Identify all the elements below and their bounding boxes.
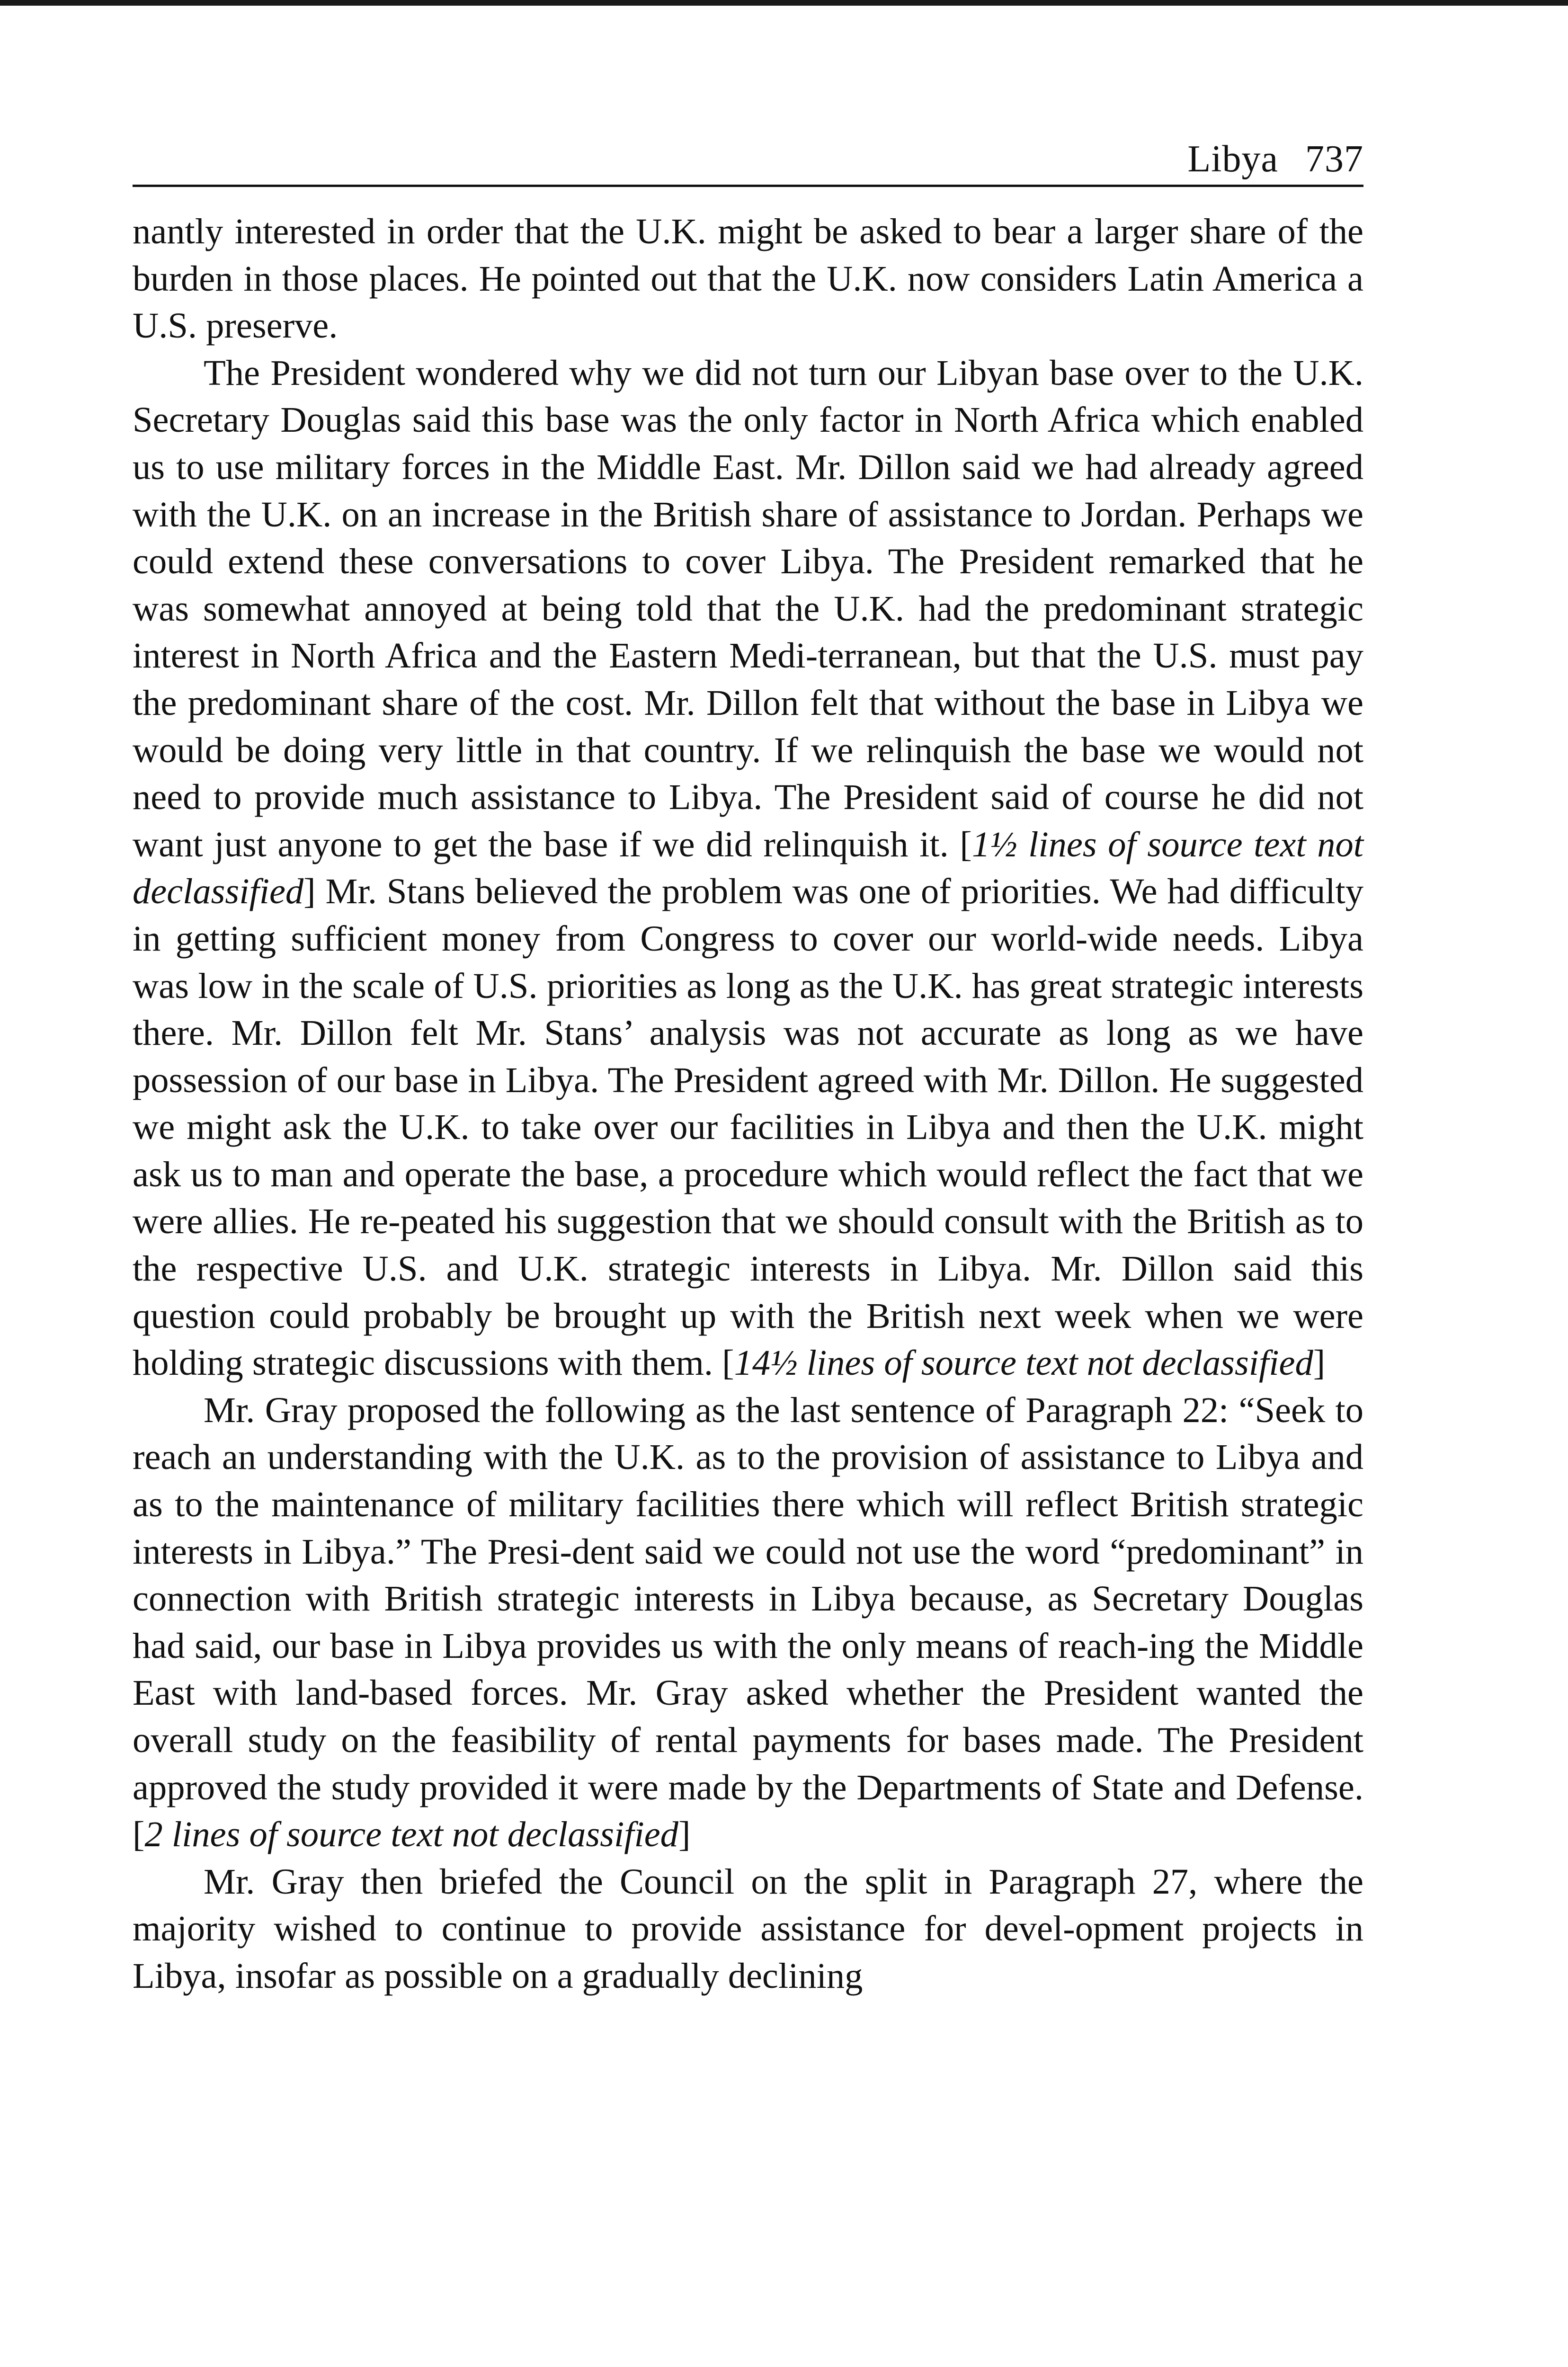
paragraph-text: ] Mr. Stans believed the problem was one of priorities. We had difficulty in getting sufficient money from Congress to cover our world-wide needs. Libya was low in the scale of U.S. priorities as long as the U.K. has great strategic interests there. Mr. Dillon felt Mr. Stans’ analysis was not accurate as long as we have possession of our base in Libya. The President agreed with Mr. Dillon. He suggested we might ask the U.K. to take over our facilities in Libya and then the U.K. might ask us to man and operate the base, a procedure which would reflect the fact that we were allies. He re-peated his suggestion that we should consult with the British as to the respective U.S. and U.K. strategic interests in Libya. Mr. Dillon said this question could probably be brought up with the British next week when we were holding strategic discussions with them. [ — [133, 871, 1363, 1383]
page-number: 737 — [1305, 138, 1363, 180]
paragraph — [133, 349, 1363, 1387]
document-page — [133, 128, 1363, 2000]
paragraph-text: The President wondered why we did not turn our Libyan base over to the U.K. Secretary Douglas said this base was the only factor in North Africa which enabled us to use military forces in the Middle East. Mr. Dillon said we had already agreed with the U.K. on an increase in the British share of assistance to Jordan. Perhaps we could extend these conversations to cover Libya. The President remarked that he was somewhat annoyed at being told that the U.K. had the predominant strategic interest in North Africa and the Eastern Medi-terranean, but that the U.S. must pay the predominant share of the cost. Mr. Dillon felt that without the base in Libya we would be doing very little in that country. If we relinquish the base we would not need to provide much assistance to Libya. The President said of course he did not want just anyone to get the base if we did relinquish it. [ — [133, 352, 1363, 864]
header-title-block — [1187, 138, 1363, 181]
paragraph — [133, 1858, 1363, 2000]
paragraph-text: Mr. Gray proposed the following as the last sentence of Paragraph 22: “Seek to reach an understanding with the U.K. as to the provision of assistance to Libya and as to the maintenance of military facilities there which will reflect British strategic interests in Libya.” The Presi-dent said we could not use the word “predominant” in connection with British strategic interests in Libya because, as Secretary Douglas had said, our base in Libya provides us with the only means of reach-ing the Middle East with land-based forces. Mr. Gray asked whether the President wanted the overall study on the feasibility of rental payments for bases made. The President approved the study provided it were made by the Departments of State and Defense. [ — [133, 1389, 1363, 1855]
paragraph-text: Mr. Gray then briefed the Council on the split in Paragraph 27, where the majority wished to continue to provide assistance for devel-opment projects in Libya, insofar as possible on a gradually declining — [133, 1861, 1363, 1996]
declassification-note: 1½ lines of source text not declassified — [133, 824, 1363, 912]
declassification-note: 14½ lines of source text not declassified — [734, 1343, 1313, 1383]
paragraph — [133, 1387, 1363, 1858]
paragraph-text: ] — [678, 1814, 691, 1855]
scan-top-border — [0, 0, 1568, 6]
paragraph — [133, 208, 1363, 349]
running-title: Libya — [1187, 138, 1278, 180]
declassification-note: 2 lines of source text not declassified — [144, 1814, 678, 1855]
paragraph-text: nantly interested in order that the U.K. might be asked to bear a larger share of the burden in those places. He pointed out that the U.K. now considers Latin America a U.S. preserve. — [133, 211, 1363, 346]
paragraph-text: ] — [1313, 1343, 1326, 1383]
running-header — [133, 128, 1363, 187]
body-text — [133, 208, 1363, 2000]
